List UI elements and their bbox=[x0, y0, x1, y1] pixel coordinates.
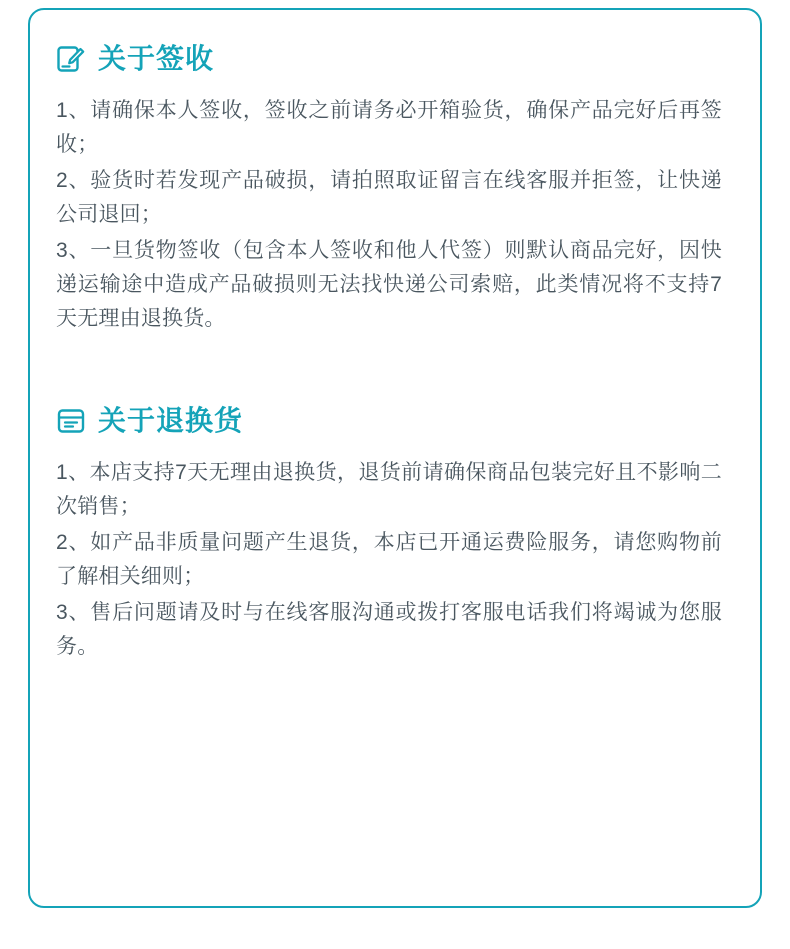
section-header bbox=[56, 406, 722, 436]
section-about-returns bbox=[56, 406, 722, 664]
paragraph-3: 3、售后问题请及时与在线客服沟通或拨打客服电话我们将竭诚为您服务。 bbox=[56, 601, 722, 659]
section-title: 关于签收 bbox=[98, 43, 215, 74]
paragraph-1: 1、请确保本人签收，签收之前请务必开箱验货，确保产品完好后再签收； bbox=[56, 99, 722, 157]
signature-note-icon bbox=[56, 44, 86, 74]
section-header bbox=[56, 44, 722, 74]
info-card bbox=[28, 8, 762, 908]
card-inner bbox=[30, 10, 760, 664]
section-title: 关于退换货 bbox=[98, 405, 244, 437]
return-box-icon bbox=[56, 406, 86, 436]
paragraph-1: 1、本店支持7天无理由退换货，退货前请确保商品包装完好且不影响二次销售； bbox=[56, 461, 722, 519]
paragraph-2: 2、如产品非质量问题产生退货，本店已开通运费险服务，请您购物前了解相关细则； bbox=[56, 531, 722, 589]
section-about-signing bbox=[56, 44, 722, 336]
paragraph-2: 2、验货时若发现产品破损，请拍照取证留言在线客服并拒签，让快递公司退回； bbox=[56, 169, 722, 227]
paragraph-3: 3、一旦货物签收（包含本人签收和他人代签）则默认商品完好，因快递运输途中造成产品破损则无法找快递公司索赔，此类情况将不支持7天无理由退换货。 bbox=[56, 239, 722, 331]
